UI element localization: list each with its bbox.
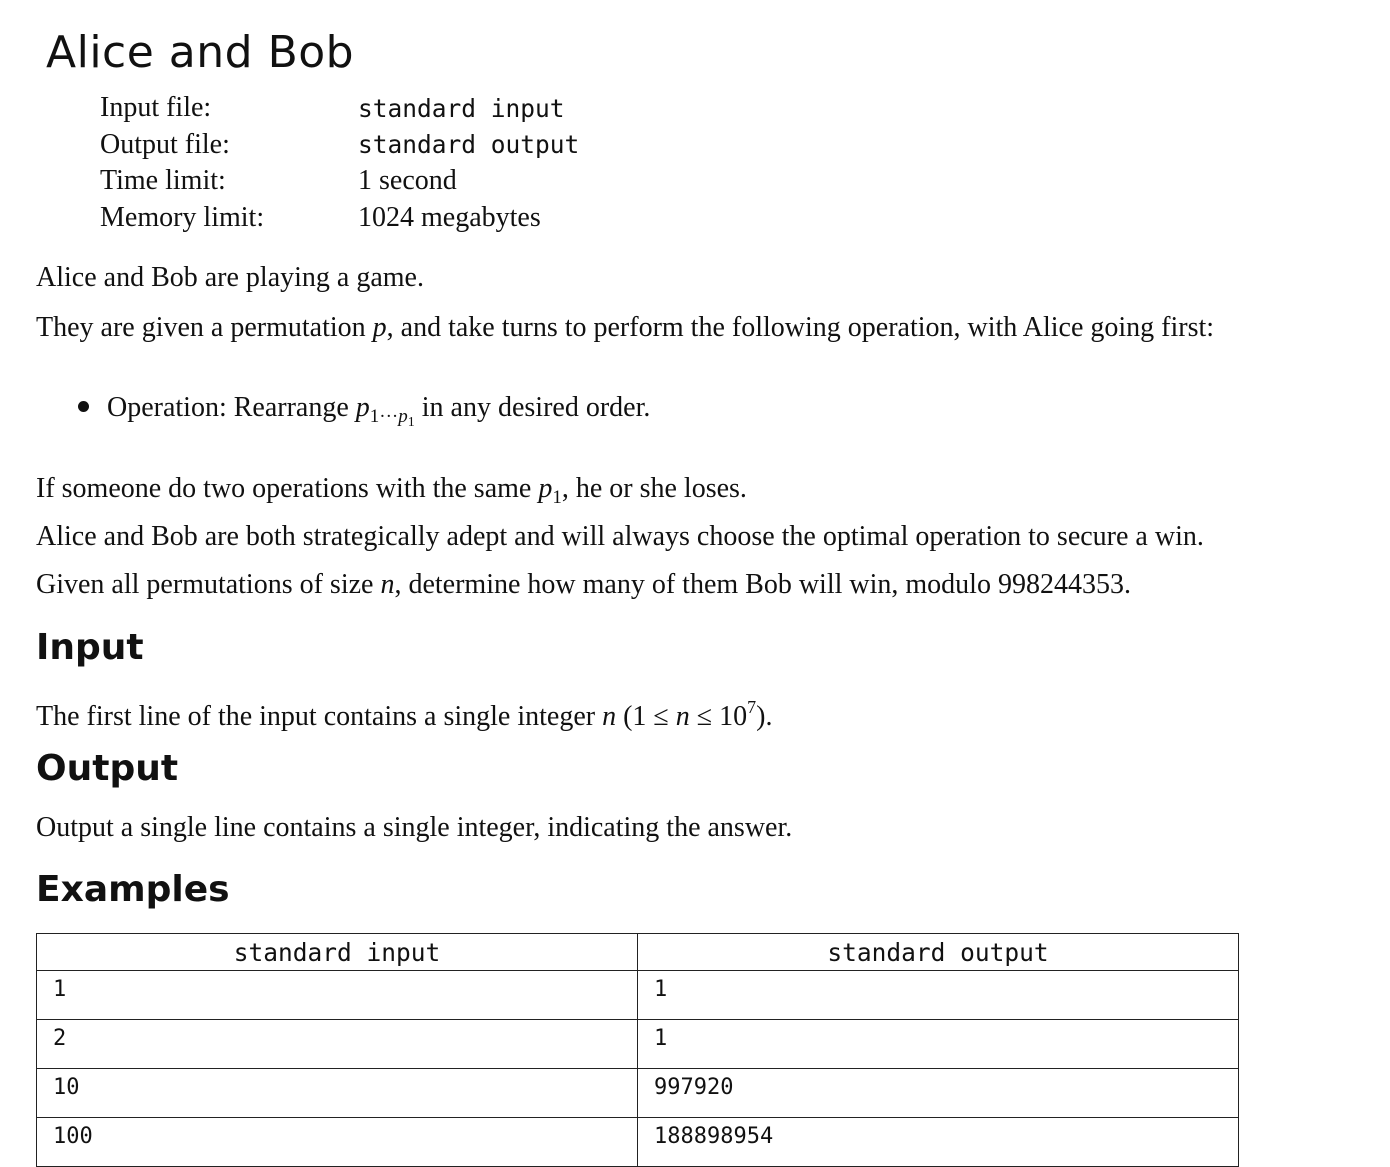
statement-paragraph-1: Alice and Bob are playing a game. [36,262,424,293]
math-superscript: 7 [747,697,757,717]
table-row [37,1069,1239,1118]
statement-paragraph-5 [36,567,1131,603]
column-header-input: standard input [37,934,638,971]
meta-value: standard input [358,93,565,123]
math-subscript: 1 [552,487,562,508]
table-row [37,1020,1239,1069]
example-input-cell: 10 [37,1069,638,1118]
meta-row-input-file [100,90,579,127]
text: ). [756,701,773,732]
meta-row-memory-limit [100,200,579,237]
bullet-icon [78,401,89,412]
example-input-cell: 2 [37,1020,638,1069]
example-input-cell: 1 [37,971,638,1020]
table-header-row [37,934,1239,971]
meta-value: 1024 megabytes [358,201,541,233]
example-output-cell: 1 [638,971,1239,1020]
meta-row-output-file [100,127,579,164]
text: If someone do two operations with the same [36,473,539,504]
text: They are given a permutation [36,312,373,343]
text: The first line of the input contains a single integer [36,701,603,732]
math-var: p [355,392,370,423]
table-row [37,971,1239,1020]
column-header-output: standard output [638,934,1239,971]
statement-paragraph-2 [36,310,1214,346]
table-row [37,1118,1239,1167]
problem-limits [100,90,579,236]
operation-bullet [78,390,650,441]
text: , determine how many of them Bob will win, modulo 998244353. [394,569,1131,600]
text: in any desired order. [414,392,651,423]
math-var: p [538,473,553,504]
text: (1 ≤ [616,701,676,732]
example-output-cell: 1 [638,1020,1239,1069]
statement-paragraph-3 [36,471,747,516]
examples-table [36,933,1239,1167]
text: Given all permutations of size [36,569,381,600]
problem-title: Alice and Bob [46,27,355,78]
text: Operation: Rearrange [107,392,356,423]
meta-label: Input file: [100,92,212,124]
meta-value: standard output [358,130,580,160]
meta-row-time-limit [100,163,579,200]
input-description [36,689,772,735]
text: ≤ 10 [689,701,748,732]
input-heading: Input [36,627,144,668]
text: , he or she loses. [561,473,747,504]
output-heading: Output [36,748,179,789]
meta-label: Memory limit: [100,201,265,233]
example-output-cell: 188898954 [638,1118,1239,1167]
math-subscript: 1···p1 [369,406,415,430]
statement-paragraph-4: Alice and Bob are both strategically adept and will always choose the optimal operation to secure a win. [36,521,1204,552]
examples-heading: Examples [36,869,230,910]
math-var: n [675,701,690,732]
meta-label: Time limit: [100,165,226,197]
text: , and take turns to perform the following operation, with Alice going first: [386,312,1215,343]
math-var: n [380,569,395,600]
meta-label: Output file: [100,128,230,160]
math-var: n [602,701,617,732]
meta-value: 1 second [358,165,457,197]
math-var: p [372,312,387,343]
example-input-cell: 100 [37,1118,638,1167]
output-description: Output a single line contains a single integer, indicating the answer. [36,812,793,843]
example-output-cell: 997920 [638,1069,1239,1118]
